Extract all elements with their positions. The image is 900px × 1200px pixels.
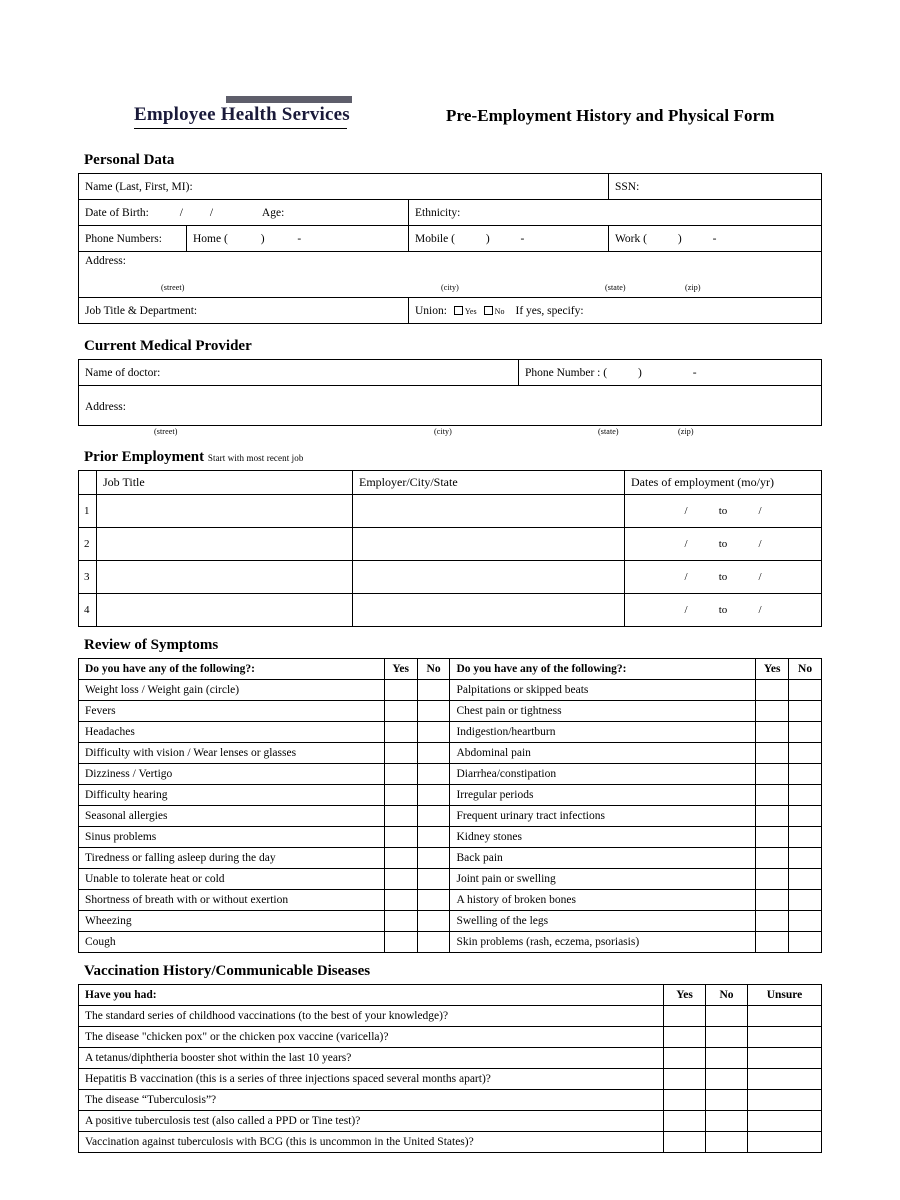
symptom-no-box[interactable] — [789, 722, 822, 743]
phone-numbers-label: Phone Numbers: — [85, 232, 162, 245]
left-yes-header: Yes — [384, 659, 417, 680]
vaccination-yes-header: Yes — [664, 985, 706, 1006]
vaccination-question: The disease "chicken pox" or the chicken pox vaccine (varicella)? — [79, 1027, 664, 1048]
symptom-no-box[interactable] — [789, 827, 822, 848]
symptom-label-left: Difficulty with vision / Wear lenses or glasses — [79, 743, 385, 764]
table-row — [79, 680, 822, 701]
table-row — [79, 1048, 822, 1069]
symptom-no-box[interactable] — [417, 869, 450, 890]
name-field[interactable] — [79, 174, 609, 200]
table-row — [79, 252, 822, 298]
row-number: 3 — [79, 561, 97, 594]
prior-employment-section — [78, 449, 822, 627]
symptom-label-left: Cough — [79, 932, 385, 953]
union-yes-checkbox[interactable] — [454, 306, 463, 315]
address-zip-mark: (zip) — [685, 283, 701, 292]
employer-header: Employer/City/State — [353, 471, 625, 495]
table-row — [79, 911, 822, 932]
table-header-row — [79, 471, 822, 495]
symptom-label-right: Chest pain or tightness — [450, 701, 756, 722]
symptom-no-box[interactable] — [789, 848, 822, 869]
date-end: / — [758, 604, 762, 616]
table-row — [79, 869, 822, 890]
symptom-yes-box[interactable] — [756, 764, 789, 785]
symptom-yes-box[interactable] — [384, 806, 417, 827]
symptom-no-box[interactable] — [789, 764, 822, 785]
dob-slash-1: / — [179, 206, 183, 219]
symptom-label-left: Seasonal allergies — [79, 806, 385, 827]
doctor-name-label: Name of doctor: — [85, 366, 161, 379]
vaccination-question: A positive tuberculosis test (also called a PPD or Tine test)? — [79, 1111, 664, 1132]
symptom-yes-box[interactable] — [756, 680, 789, 701]
symptom-no-box[interactable] — [789, 743, 822, 764]
symptom-no-box[interactable] — [789, 785, 822, 806]
date-from: / — [684, 604, 688, 616]
symptom-label-left: Headaches — [79, 722, 385, 743]
vaccination-question: Hepatitis B vaccination (this is a series of three injections spaced several months apart)? — [79, 1069, 664, 1090]
union-label: Union: — [415, 304, 447, 317]
employer-input[interactable] — [353, 528, 625, 561]
vaccination-section — [78, 963, 822, 1153]
symptom-no-box[interactable] — [417, 848, 450, 869]
vaccination-unsure-header: Unsure — [748, 985, 822, 1006]
symptom-yes-box[interactable] — [384, 911, 417, 932]
age-label: Age: — [261, 206, 285, 219]
table-row — [79, 594, 822, 627]
table-row — [79, 785, 822, 806]
table-row — [79, 200, 822, 226]
employer-input[interactable] — [353, 561, 625, 594]
symptom-no-box[interactable] — [789, 911, 822, 932]
vaccination-no-box[interactable] — [706, 1048, 748, 1069]
symptom-label-right: Skin problems (rash, eczema, psoriasis) — [450, 932, 756, 953]
vaccination-unsure-box[interactable] — [748, 1090, 822, 1111]
symptom-yes-box[interactable] — [756, 785, 789, 806]
symptom-yes-box[interactable] — [384, 701, 417, 722]
dates-input[interactable] — [625, 561, 822, 594]
table-header-row — [79, 659, 822, 680]
address-sublabels — [85, 283, 815, 297]
vaccination-no-box[interactable] — [706, 1069, 748, 1090]
prior-employment-subtitle: Start with most recent job — [207, 453, 304, 463]
employer-input[interactable] — [353, 594, 625, 627]
work-paren-close: ) — [677, 232, 682, 245]
symptoms-left-header: Do you have any of the following?: — [79, 659, 385, 680]
ethnicity-field[interactable] — [409, 200, 822, 226]
date-from: / — [684, 538, 688, 550]
vaccination-yes-box[interactable] — [664, 1111, 706, 1132]
doctor-phone-label: Phone Number : ( — [525, 366, 608, 379]
review-of-symptoms-table — [78, 658, 822, 953]
symptom-label-right: Frequent urinary tract infections — [450, 806, 756, 827]
symptom-label-left: Sinus problems — [79, 827, 385, 848]
home-phone-label: Home ( — [193, 232, 228, 245]
vaccination-yes-box[interactable] — [664, 1048, 706, 1069]
symptom-no-box[interactable] — [417, 911, 450, 932]
job-title-input[interactable] — [97, 561, 353, 594]
symptom-no-box[interactable] — [789, 890, 822, 911]
personal-data-section — [78, 152, 822, 324]
vaccination-no-header: No — [706, 985, 748, 1006]
medical-provider-heading: Current Medical Provider — [84, 338, 252, 354]
symptom-label-left: Tiredness or falling asleep during the day — [79, 848, 385, 869]
ssn-label: SSN: — [615, 180, 640, 193]
vaccination-no-box[interactable] — [706, 1006, 748, 1027]
symptom-no-box[interactable] — [789, 932, 822, 953]
vaccination-yes-box[interactable] — [664, 1132, 706, 1153]
table-row — [79, 764, 822, 785]
symptom-no-box[interactable] — [789, 680, 822, 701]
mobile-dash: - — [520, 232, 525, 245]
symptom-no-box[interactable] — [789, 701, 822, 722]
table-row — [79, 561, 822, 594]
provider-state-mark: (state) — [598, 427, 619, 436]
address-state-mark: (state) — [605, 283, 626, 292]
vaccination-question: The standard series of childhood vaccinations (to the best of your knowledge)? — [79, 1006, 664, 1027]
address-label: Address: — [85, 255, 126, 267]
personal-data-heading: Personal Data — [84, 152, 175, 168]
job-title-header: Job Title — [97, 471, 353, 495]
union-yes-label: Yes — [464, 306, 477, 316]
symptom-no-box[interactable] — [417, 722, 450, 743]
vaccination-unsure-box[interactable] — [748, 1027, 822, 1048]
symptom-yes-box[interactable] — [384, 764, 417, 785]
medical-provider-table — [78, 359, 822, 426]
date-from: / — [684, 505, 688, 517]
table-row — [79, 848, 822, 869]
table-row — [79, 890, 822, 911]
vaccination-no-box[interactable] — [706, 1090, 748, 1111]
prior-employment-title: Prior Employment — [84, 449, 205, 465]
symptom-label-left: Fevers — [79, 701, 385, 722]
table-row — [79, 386, 822, 426]
dates-input[interactable] — [625, 495, 822, 528]
date-end: / — [758, 571, 762, 583]
mobile-paren-close: ) — [485, 232, 490, 245]
row-number-header — [79, 471, 97, 495]
symptom-label-right: Palpitations or skipped beats — [450, 680, 756, 701]
table-row — [79, 827, 822, 848]
job-title-department-field[interactable] — [79, 298, 409, 324]
symptom-yes-box[interactable] — [384, 827, 417, 848]
vaccination-unsure-box[interactable] — [748, 1111, 822, 1132]
provider-street-mark: (street) — [154, 427, 178, 436]
table-row — [79, 226, 822, 252]
symptom-label-right: Swelling of the legs — [450, 911, 756, 932]
mobile-phone-label: Mobile ( — [415, 232, 455, 245]
symptom-label-right: Diarrhea/constipation — [450, 764, 756, 785]
table-row — [79, 298, 822, 324]
table-row — [79, 174, 822, 200]
dates-input[interactable] — [625, 594, 822, 627]
prior-employment-table — [78, 470, 822, 627]
vaccination-heading: Vaccination History/Communicable Diseases — [84, 963, 371, 979]
review-of-symptoms-section — [78, 637, 822, 953]
table-row — [79, 1027, 822, 1048]
work-dash: - — [712, 232, 717, 245]
symptom-label-left: Dizziness / Vertigo — [79, 764, 385, 785]
name-label: Name (Last, First, MI): — [85, 180, 193, 193]
date-to-label: to — [718, 538, 728, 550]
table-row — [79, 1090, 822, 1111]
job-title-input[interactable] — [97, 495, 353, 528]
table-row — [79, 1111, 822, 1132]
mobile-phone-field[interactable] — [409, 226, 609, 252]
vaccination-unsure-box[interactable] — [748, 1132, 822, 1153]
job-title-department-label: Job Title & Department: — [85, 304, 198, 317]
job-title-input[interactable] — [97, 594, 353, 627]
symptom-label-right: Kidney stones — [450, 827, 756, 848]
date-to-label: to — [718, 505, 728, 517]
vaccination-no-box[interactable] — [706, 1111, 748, 1132]
provider-city-mark: (city) — [434, 427, 452, 436]
vaccination-question: A tetanus/diphtheria booster shot within the last 10 years? — [79, 1048, 664, 1069]
row-number: 1 — [79, 495, 97, 528]
vaccination-unsure-box[interactable] — [748, 1048, 822, 1069]
vaccination-question: Vaccination against tuberculosis with BCG (this is uncommon in the United States)? — [79, 1132, 664, 1153]
date-end: / — [758, 505, 762, 517]
symptom-yes-box[interactable] — [384, 869, 417, 890]
ethnicity-label: Ethnicity: — [415, 206, 461, 219]
symptom-no-box[interactable] — [789, 806, 822, 827]
symptom-yes-box[interactable] — [756, 932, 789, 953]
symptom-yes-box[interactable] — [384, 680, 417, 701]
symptom-no-box[interactable] — [417, 680, 450, 701]
table-row — [79, 495, 822, 528]
vaccination-no-box[interactable] — [706, 1132, 748, 1153]
symptoms-right-header: Do you have any of the following?: — [450, 659, 756, 680]
provider-zip-mark: (zip) — [678, 427, 694, 436]
employer-input[interactable] — [353, 495, 625, 528]
table-row — [79, 360, 822, 386]
dob-age-field[interactable] — [79, 200, 409, 226]
table-row — [79, 806, 822, 827]
union-no-label: No — [494, 306, 505, 316]
table-row — [79, 701, 822, 722]
vaccination-yes-box[interactable] — [664, 1006, 706, 1027]
table-row — [79, 722, 822, 743]
dob-slash-2: / — [209, 206, 214, 219]
review-of-symptoms-heading: Review of Symptoms — [84, 637, 219, 653]
vaccination-unsure-box[interactable] — [748, 1006, 822, 1027]
symptom-no-box[interactable] — [789, 869, 822, 890]
medical-provider-section — [78, 338, 822, 439]
form-header — [78, 96, 822, 138]
symptom-label-left: Difficulty hearing — [79, 785, 385, 806]
symptom-yes-box[interactable] — [756, 911, 789, 932]
provider-address-field[interactable] — [79, 386, 822, 426]
doctor-phone-paren-close: ) — [637, 366, 642, 379]
logo-underline — [134, 128, 347, 129]
work-phone-label: Work ( — [615, 232, 647, 245]
right-no-header: No — [789, 659, 822, 680]
symptom-label-left: Shortness of breath with or without exertion — [79, 890, 385, 911]
symptom-yes-box[interactable] — [384, 743, 417, 764]
table-row — [79, 1006, 822, 1027]
union-specify-label: If yes, specify: — [515, 304, 584, 317]
prior-employment-heading — [84, 449, 822, 466]
symptom-no-box[interactable] — [417, 827, 450, 848]
row-number: 4 — [79, 594, 97, 627]
vaccination-question: The disease “Tuberculosis”? — [79, 1090, 664, 1111]
symptom-label-right: Indigestion/heartburn — [450, 722, 756, 743]
scan-artifact — [226, 96, 352, 103]
symptom-no-box[interactable] — [417, 890, 450, 911]
dates-input[interactable] — [625, 528, 822, 561]
work-phone-field[interactable] — [609, 226, 822, 252]
symptom-yes-box[interactable] — [756, 869, 789, 890]
home-phone-field[interactable] — [187, 226, 409, 252]
row-number: 2 — [79, 528, 97, 561]
symptom-yes-box[interactable] — [384, 848, 417, 869]
personal-data-table — [78, 173, 822, 324]
vaccination-yes-box[interactable] — [664, 1090, 706, 1111]
symptom-no-box[interactable] — [417, 785, 450, 806]
right-yes-header: Yes — [756, 659, 789, 680]
symptom-yes-box[interactable] — [756, 890, 789, 911]
symptom-yes-box[interactable] — [756, 701, 789, 722]
doctor-phone-field[interactable] — [519, 360, 822, 386]
symptom-yes-box[interactable] — [384, 932, 417, 953]
phone-numbers-label-cell — [79, 226, 187, 252]
symptom-no-box[interactable] — [417, 743, 450, 764]
provider-address-label: Address: — [85, 401, 126, 413]
table-row — [79, 528, 822, 561]
doctor-phone-dash: - — [692, 366, 697, 379]
symptom-no-box[interactable] — [417, 806, 450, 827]
address-street-mark: (street) — [161, 283, 185, 292]
symptom-yes-box[interactable] — [756, 722, 789, 743]
symptom-yes-box[interactable] — [384, 722, 417, 743]
date-to-label: to — [718, 571, 728, 583]
symptom-yes-box[interactable] — [756, 743, 789, 764]
ssn-field[interactable] — [609, 174, 822, 200]
employee-health-services-logo: Employee Health Services — [134, 104, 350, 125]
date-to-label: to — [718, 604, 728, 616]
symptom-label-right: Back pain — [450, 848, 756, 869]
symptom-label-right: Abdominal pain — [450, 743, 756, 764]
vaccination-yes-box[interactable] — [664, 1069, 706, 1090]
symptom-label-right: A history of broken bones — [450, 890, 756, 911]
symptom-label-left: Weight loss / Weight gain (circle) — [79, 680, 385, 701]
provider-address-sublabels — [78, 427, 822, 439]
table-header-row — [79, 985, 822, 1006]
job-title-input[interactable] — [97, 528, 353, 561]
vaccination-question-header: Have you had: — [79, 985, 664, 1006]
symptom-label-right: Joint pain or swelling — [450, 869, 756, 890]
left-no-header: No — [417, 659, 450, 680]
address-city-mark: (city) — [441, 283, 459, 292]
form-content — [78, 96, 822, 1153]
symptom-no-box[interactable] — [417, 932, 450, 953]
dob-label: Date of Birth: — [85, 206, 149, 219]
symptom-yes-box[interactable] — [756, 806, 789, 827]
vaccination-yes-box[interactable] — [664, 1027, 706, 1048]
table-row — [79, 1069, 822, 1090]
symptom-yes-box[interactable] — [756, 848, 789, 869]
page-title: Pre-Employment History and Physical Form — [446, 106, 775, 125]
dates-header: Dates of employment (mo/yr) — [625, 471, 822, 495]
address-field[interactable] — [79, 252, 822, 298]
symptom-no-box[interactable] — [417, 764, 450, 785]
date-from: / — [684, 571, 688, 583]
union-no-checkbox[interactable] — [484, 306, 493, 315]
symptom-label-left: Unable to tolerate heat or cold — [79, 869, 385, 890]
symptom-yes-box[interactable] — [384, 785, 417, 806]
symptom-yes-box[interactable] — [756, 827, 789, 848]
union-field[interactable] — [409, 298, 822, 324]
home-dash: - — [297, 232, 302, 245]
home-paren-close: ) — [260, 232, 265, 245]
date-end: / — [758, 538, 762, 550]
symptom-label-right: Irregular periods — [450, 785, 756, 806]
symptom-label-left: Wheezing — [79, 911, 385, 932]
table-row — [79, 932, 822, 953]
vaccination-no-box[interactable] — [706, 1027, 748, 1048]
symptom-yes-box[interactable] — [384, 890, 417, 911]
symptom-no-box[interactable] — [417, 701, 450, 722]
table-row — [79, 743, 822, 764]
vaccination-unsure-box[interactable] — [748, 1069, 822, 1090]
table-row — [79, 1132, 822, 1153]
vaccination-table — [78, 984, 822, 1153]
doctor-name-field[interactable] — [79, 360, 519, 386]
